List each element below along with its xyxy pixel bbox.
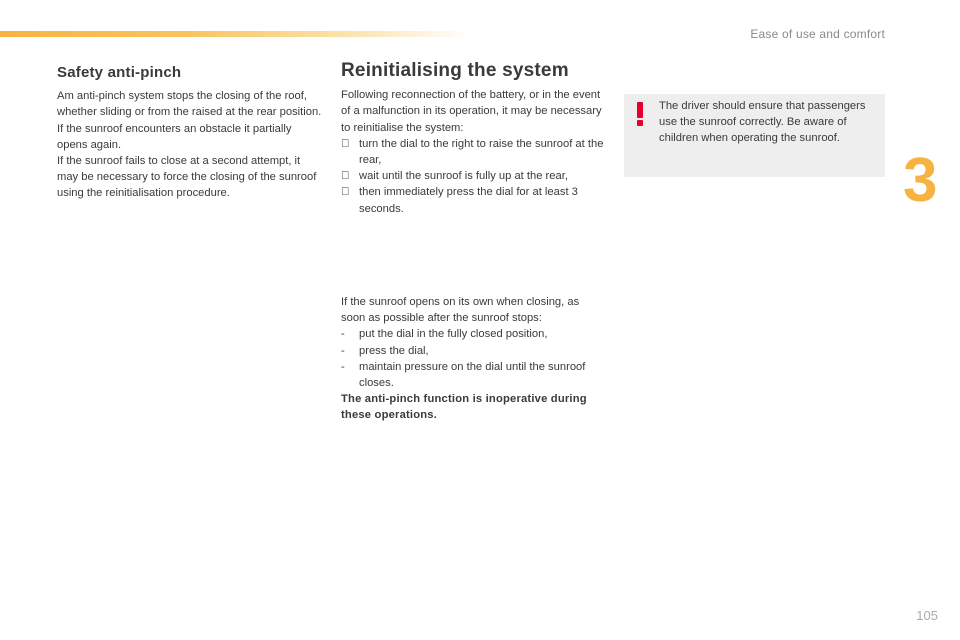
step-text: maintain pressure on the dial until the sunroof closes.	[359, 360, 586, 390]
list-item	[341, 326, 606, 342]
section-title: Ease of use and comfort	[750, 27, 885, 41]
header-accent-bar	[0, 31, 470, 37]
list-item	[341, 136, 606, 168]
warning-text: The driver should ensure that passengers use the sunroof correctly. Be aware of children when operating the sunroof.	[659, 100, 866, 145]
step-text: wait until the sunroof is fully up at the rear,	[359, 170, 568, 183]
warning-note: The anti-pinch function is inoperative during these operations.	[341, 393, 587, 422]
dash-list	[341, 326, 606, 391]
paragraph: Am anti-pinch system stops the closing of the roof, whether sliding or from the raised at the rear position. If the sunroof encounters an obstacle it partially opens again.	[57, 90, 322, 151]
page-number: 105	[916, 608, 938, 623]
reinitialising-section	[341, 60, 606, 217]
exclamation-icon	[636, 102, 644, 126]
dash-bullet: -	[341, 328, 345, 341]
step-list	[341, 136, 606, 217]
step-text: put the dial in the fully closed position,	[359, 328, 548, 341]
manual-close-section	[341, 294, 606, 424]
chapter-number: 3	[903, 146, 938, 215]
checkbox-bullet-icon	[341, 184, 355, 200]
dash-bullet: -	[341, 344, 345, 357]
checkbox-bullet-icon	[341, 168, 355, 184]
step-text: turn the dial to the right to raise the sunroof at the rear,	[359, 137, 604, 167]
list-item	[341, 343, 606, 359]
step-text: press the dial,	[359, 344, 429, 357]
list-item	[341, 168, 606, 184]
list-item	[341, 359, 606, 391]
safety-anti-pinch-title: Safety anti-pinch	[57, 64, 182, 81]
paragraph: If the sunroof fails to close at a second attempt, it may be necessary to force the closing of the sunroof using the reinitialisation procedure.	[57, 155, 317, 200]
reinitialising-title: Reinitialising the system	[341, 60, 569, 81]
dash-bullet: -	[341, 360, 345, 373]
checkbox-bullet-icon	[341, 136, 355, 152]
step-text: then immediately press the dial for at least 3 seconds.	[359, 186, 578, 215]
warning-box	[624, 94, 885, 177]
intro-paragraph: Following reconnection of the battery, or in the event of a malfunction in its operation, it may be necessary to reinitialise the system:	[341, 89, 602, 134]
second-intro-paragraph: If the sunroof opens on its own when closing, as soon as possible after the sunroof stops:	[341, 296, 580, 325]
safety-anti-pinch-section	[57, 65, 322, 202]
list-item	[341, 184, 606, 216]
